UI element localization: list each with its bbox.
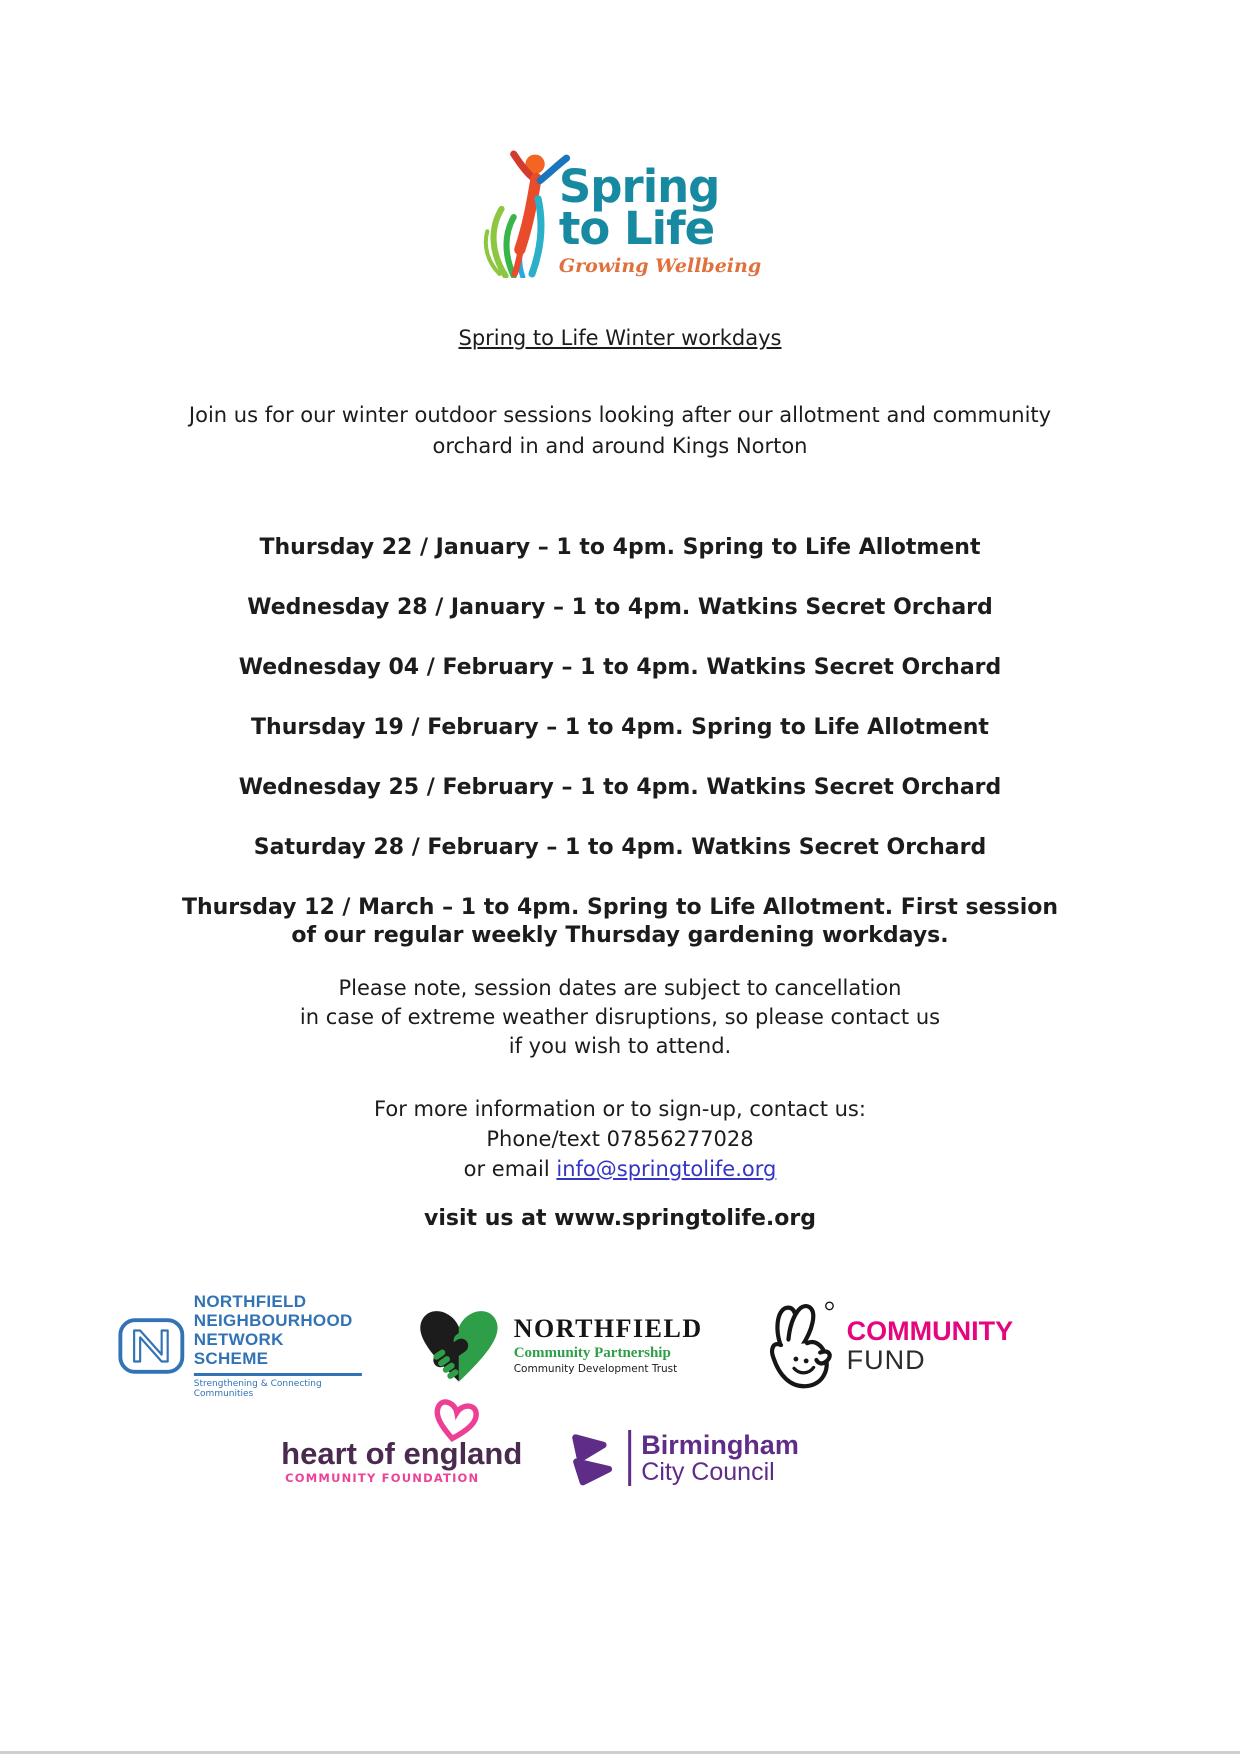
logo-tagline: Growing Wellbeing [558,255,762,277]
session-item: Thursday 19 / February – 1 to 4pm. Spring to Life Allotment [251,715,989,740]
bcc-line1: Birmingham [641,1429,799,1460]
page-title: Spring to Life Winter workdays [458,326,782,350]
hoe-subtitle: COMMUNITY FOUNDATION [285,1470,480,1485]
session-item: Wednesday 25 / February – 1 to 4pm. Watkins Secret Orchard [238,775,1002,800]
nnns-tagline: Strengthening & Connecting Communities [193,1379,322,1399]
letter-n-monogram-icon [117,1312,186,1380]
session-item: Wednesday 04 / February – 1 to 4pm. Watkins Secret Orchard [238,655,1002,680]
note-line: if you wish to attend. [508,1034,732,1058]
session-item: Wednesday 28 / January – 1 to 4pm. Watkins Secret Orchard [247,595,993,620]
email-link[interactable]: info@springtolife.org [556,1157,777,1181]
spring-to-life-logo [479,150,761,278]
logo-word-tolife: to Life [558,202,715,255]
intro-paragraph: Join us for our winter outdoor sessions looking after our allotment and community orchard in and around Kings Norton [188,403,1052,458]
northfield-network-scheme-logo [117,1292,362,1399]
contact-line: For more information or to sign-up, contact us: [374,1097,866,1121]
fund-line2: FUND [846,1344,926,1375]
pink-heart-icon [431,1398,479,1446]
nnns-line3: NETWORK SCHEME [193,1330,284,1368]
crossed-fingers-lottery-icon [755,1294,837,1398]
email-prefix: or email [463,1157,557,1181]
website-line: visit us at www.springtolife.org [424,1206,816,1231]
ncp-subtitle: Community Partnership [513,1345,671,1361]
birmingham-city-council-logo [566,1428,799,1488]
northfield-community-partnership-logo [414,1302,703,1390]
nnns-wordmark [194,1292,362,1399]
heart-of-england-logo [281,1432,522,1485]
sponsor-logos-row-2 [281,1428,799,1488]
fund-line1: COMMUNITY [846,1315,1014,1346]
person-with-leaves-icon [479,150,571,278]
note-line: in case of extreme weather disruptions, so please contact us [299,1005,941,1029]
bcc-wordmark [641,1431,799,1486]
birmingham-emblem-icon [566,1428,618,1488]
logo-word-spring: Spring [558,160,720,213]
cancellation-note [0,974,1240,1061]
fund-wordmark [847,1317,1013,1375]
nnns-line1: NORTHFIELD [193,1292,307,1311]
logo-wordmark [558,160,762,277]
ncp-name: NORTHFIELD [513,1314,703,1343]
ncp-wordmark [514,1316,703,1375]
session-item: Thursday 12 / March – 1 to 4pm. Spring to Life Allotment. First session of our regular weekly Thursday gardening workdays. [181,895,1059,948]
session-item: Saturday 28 / February – 1 to 4pm. Watkins Secret Orchard [253,835,987,860]
session-list [180,534,1060,982]
session-item: Thursday 22 / January – 1 to 4pm. Spring to Life Allotment [259,535,981,560]
nnns-divider [194,1373,362,1376]
heart-handshake-icon [414,1302,504,1390]
phone-number: Phone/text 07856277028 [486,1127,754,1151]
nnns-line2: NEIGHBOURHOOD [193,1311,353,1330]
hoe-name: heart of england [281,1435,523,1471]
sponsor-logos-row-1 [117,1292,1013,1399]
ncp-subtitle-2: Community Development Trust [513,1363,678,1375]
bcc-divider [628,1430,631,1486]
note-line: Please note, session dates are subject to cancellation [338,976,902,1000]
national-lottery-community-fund-logo [755,1294,1013,1398]
bcc-line2: City Council [641,1457,775,1486]
contact-block [0,1094,1240,1184]
